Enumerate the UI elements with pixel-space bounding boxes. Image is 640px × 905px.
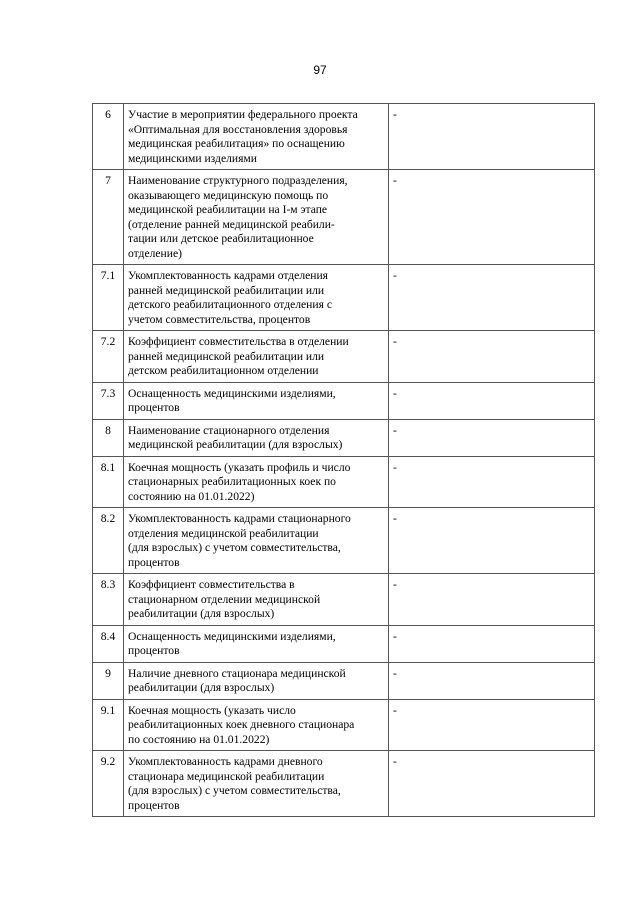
- description-line: реабилитационных коек дневного стационара: [128, 718, 355, 731]
- table-body: [93, 104, 595, 817]
- description-line: ранней медицинской реабилитации или: [128, 283, 325, 297]
- page-number: 97: [313, 63, 327, 77]
- row-value: -: [389, 265, 595, 331]
- description-line: Укомплектованность кадрами стационарного: [128, 512, 351, 525]
- row-value: -: [389, 662, 595, 699]
- description-line: реабилитации (для взрослых): [128, 681, 275, 694]
- table-row: [93, 170, 595, 265]
- description-line: реабилитации (для взрослых): [128, 607, 275, 620]
- description-line: Оснащенность медицинскими изделиями,: [128, 629, 336, 643]
- description-line: детском реабилитационном отделении: [128, 364, 319, 377]
- row-number: 7.3: [93, 382, 124, 419]
- description-line: Коэффициент совместительства в отделении: [128, 335, 349, 348]
- row-value: -: [389, 331, 595, 383]
- table-row: [93, 456, 595, 508]
- description-line: медицинской реабилитации на I-м этапе: [128, 203, 328, 216]
- description-line: Наличие дневного стационара медицинской: [128, 666, 346, 680]
- table-row: [93, 625, 595, 662]
- row-number: 9.2: [93, 751, 124, 817]
- row-number: 8.2: [93, 508, 124, 574]
- description-line: отделение): [128, 246, 182, 260]
- row-number: 8.4: [93, 625, 124, 662]
- row-value: -: [389, 625, 595, 662]
- description-line: стационара медицинской реабилитации: [128, 769, 325, 783]
- description-line: медицинской реабилитации (для взрослых): [128, 438, 343, 451]
- table-row: [93, 382, 595, 419]
- row-value: -: [389, 508, 595, 574]
- row-description: [124, 331, 389, 383]
- row-number: 9.1: [93, 699, 124, 751]
- row-description: [124, 456, 389, 508]
- row-number: 8: [93, 419, 124, 456]
- description-line: по состоянию на 01.01.2022): [128, 732, 270, 746]
- table-row: [93, 574, 595, 626]
- table-row: [93, 662, 595, 699]
- indicator-table: [92, 103, 595, 817]
- row-description: [124, 699, 389, 751]
- row-description: [124, 751, 389, 817]
- description-line: стационарном отделении медицинской: [128, 592, 321, 606]
- row-value: -: [389, 751, 595, 817]
- row-value: -: [389, 419, 595, 456]
- row-description: [124, 104, 389, 170]
- row-value: -: [389, 574, 595, 626]
- row-value: -: [389, 456, 595, 508]
- row-number: 7.1: [93, 265, 124, 331]
- description-line: детского реабилитационного отделения с: [128, 298, 332, 311]
- row-value: -: [389, 104, 595, 170]
- row-value: -: [389, 170, 595, 265]
- row-value: -: [389, 699, 595, 751]
- description-line: процентов: [128, 798, 180, 812]
- description-line: (для взрослых) с учетом совместительства,: [128, 541, 341, 554]
- description-line: Коечная мощность (указать число: [128, 703, 296, 717]
- description-line: отделения медицинской реабилитации: [128, 526, 319, 540]
- description-line: ранней медицинской реабилитации или: [128, 349, 325, 363]
- description-line: Коечная мощность (указать профиль и число: [128, 460, 351, 474]
- description-line: учетом совместительства, процентов: [128, 312, 311, 326]
- row-number: 6: [93, 104, 124, 170]
- description-line: Оснащенность медицинскими изделиями,: [128, 386, 336, 400]
- table-row: [93, 265, 595, 331]
- row-description: [124, 265, 389, 331]
- row-description: [124, 508, 389, 574]
- row-number: 7: [93, 170, 124, 265]
- description-line: медицинская реабилитация» по оснащению: [128, 137, 345, 150]
- row-number: 7.2: [93, 331, 124, 383]
- description-line: Коэффициент совместительства в: [128, 578, 295, 591]
- description-line: (для взрослых) с учетом совместительства,: [128, 784, 341, 797]
- description-line: Укомплектованность кадрами отделения: [128, 269, 328, 282]
- description-line: процентов: [128, 644, 180, 657]
- table-row: [93, 331, 595, 383]
- table-row: [93, 419, 595, 456]
- description-line: стационарных реабилитационных коек по: [128, 475, 336, 488]
- row-description: [124, 625, 389, 662]
- row-description: [124, 574, 389, 626]
- description-line: процентов: [128, 555, 180, 569]
- description-line: состоянию на 01.01.2022): [128, 489, 255, 503]
- table-row: [93, 104, 595, 170]
- row-number: 9: [93, 662, 124, 699]
- row-number: 8.1: [93, 456, 124, 508]
- row-value: -: [389, 382, 595, 419]
- description-line: «Оптимальная для восстановления здоровья: [128, 122, 348, 136]
- description-line: Участие в мероприятии федерального проекта: [128, 108, 358, 121]
- table-row: [93, 508, 595, 574]
- row-description: [124, 170, 389, 265]
- description-line: (отделение ранней медицинской реабили-: [128, 217, 335, 231]
- description-line: медицинскими изделиями: [128, 151, 257, 165]
- description-line: Наименование структурного подразделения,: [128, 174, 348, 187]
- description-line: тации или детское реабилитационное: [128, 232, 314, 245]
- description-line: Наименование стационарного отделения: [128, 423, 330, 437]
- description-line: оказывающего медицинскую помощь по: [128, 188, 329, 202]
- row-number: 8.3: [93, 574, 124, 626]
- row-description: [124, 419, 389, 456]
- table-row: [93, 751, 595, 817]
- row-description: [124, 662, 389, 699]
- table-row: [93, 699, 595, 751]
- description-line: процентов: [128, 401, 180, 414]
- description-line: Укомплектованность кадрами дневного: [128, 755, 323, 768]
- row-description: [124, 382, 389, 419]
